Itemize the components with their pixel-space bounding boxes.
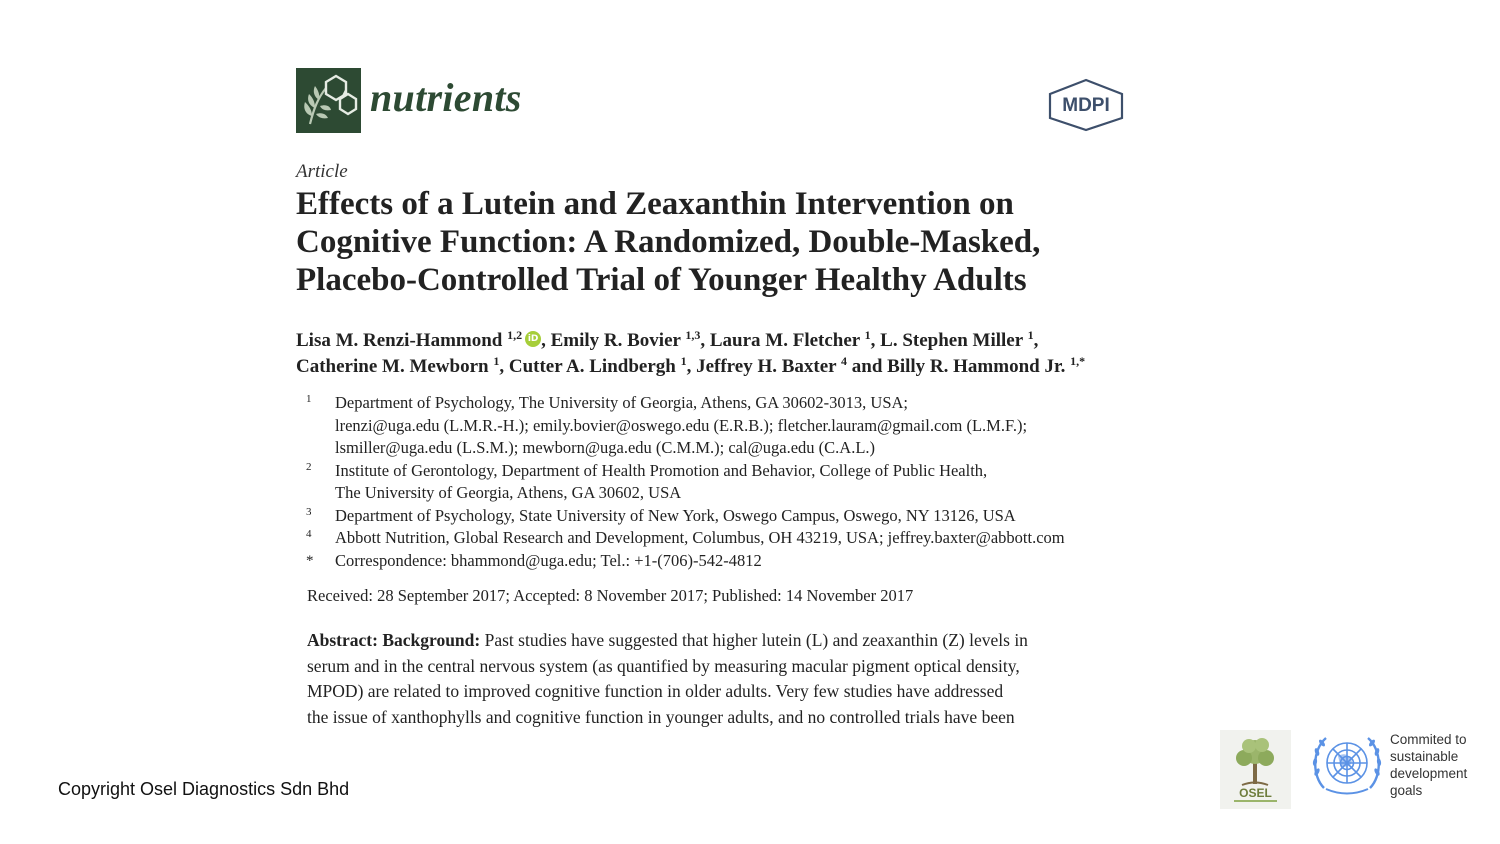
- osel-logo-text: OSEL: [1239, 786, 1272, 800]
- affiliation-number: 4: [306, 528, 312, 540]
- author-name: Catherine M. Mewborn: [296, 356, 489, 377]
- author-affiliation-mark: 1,3: [685, 328, 701, 342]
- affiliation-line: Abbott Nutrition, Global Research and Development, Columbus, OH 43219, USA; jeffrey.baxter@abbott.com: [335, 528, 1065, 547]
- publication-dates: Received: 28 September 2017; Accepted: 8 November 2017; Published: 14 November 2017: [307, 586, 914, 605]
- affiliation-item: [306, 505, 1136, 528]
- orcid-icon[interactable]: iD: [525, 331, 541, 347]
- affiliation-number: 3: [306, 505, 312, 518]
- osel-logo-icon: [1220, 730, 1291, 809]
- affiliation-line: Institute of Gerontology, Department of Health Promotion and Behavior, College of Public Health,: [335, 460, 988, 480]
- sdg-line: sustainable: [1390, 749, 1459, 764]
- author-line: Catherine M. Mewborn $^1$, Cutter A. Lindbergh $^1$, Jeffrey H. Baxter $^4$ and Billy R. Hammond Jr. $^{1,*}$: [296, 354, 1086, 377]
- publisher-logo-icon: [1046, 78, 1126, 132]
- author-name: Emily R. Bovier: [550, 330, 681, 351]
- affiliation-line: Department of Psychology, The University of Georgia, Athens, GA 30602-3013, USA;: [335, 393, 909, 412]
- author-line: Lisa M. Renzi-Hammond $^{1,2}$ iD , Emily R. Bovier $^{1,3}$, Laura M. Fletcher $^1$, L. Stephen Miller $^1$,: [296, 328, 1039, 351]
- title-line: Effects of a Lutein and Zeaxanthin Intervention on: [296, 186, 1014, 222]
- author-connector: and: [851, 356, 883, 377]
- abstract: [307, 628, 1137, 730]
- abstract-line: [307, 628, 1137, 654]
- affiliation-line: The University of Georgia, Athens, GA 30602, USA: [335, 483, 682, 502]
- author-affiliation-mark: 4: [841, 354, 848, 368]
- sdg-line: development: [1390, 766, 1468, 781]
- affiliation-line: lrenzi@uga.edu (L.M.R.-H.); emily.bovier@oswego.edu (E.R.B.); fletcher.lauram@gmail.com (L.M.F.);: [335, 415, 1028, 435]
- author-name: Laura M. Fletcher: [709, 330, 860, 351]
- correspondence-item: [306, 550, 1136, 573]
- author-name: Cutter A. Lindbergh: [508, 356, 676, 377]
- article-page: [296, 66, 1132, 736]
- author-affiliation-mark: 1,2: [507, 328, 523, 342]
- author-affiliation-mark: 1: [680, 354, 687, 368]
- abstract-text: Past studies have suggested that higher lutein (L) and zeaxanthin (Z) levels in: [484, 630, 1028, 650]
- title-line: Placebo-Controlled Trial of Younger Healthy Adults: [296, 262, 1027, 298]
- publisher-name: MDPI: [1062, 95, 1110, 116]
- sdg-line: goals: [1390, 783, 1423, 798]
- affiliation-number: 1: [306, 393, 312, 405]
- sdg-line: Commited to: [1390, 732, 1467, 747]
- affiliation-line: lsmiller@uga.edu (L.S.M.); mewborn@uga.edu (C.M.M.); cal@uga.edu (C.A.L.): [335, 438, 876, 457]
- journal-logo-icon: [296, 68, 361, 133]
- author-name: Jeffrey H. Baxter: [696, 356, 837, 377]
- author-affiliation-mark: 1: [493, 354, 500, 368]
- affiliation-item: [306, 392, 1136, 460]
- correspondence-line: Correspondence: bhammond@uga.edu; Tel.: +1-(706)-542-4812: [335, 550, 762, 570]
- correspondence-mark: *: [306, 552, 314, 569]
- abstract-line: MPOD) are related to improved cognitive function in older adults. Very few studies have addressed: [307, 681, 1004, 702]
- author-affiliation-mark: 1: [864, 328, 871, 342]
- title-line: Cognitive Function: A Randomized, Double-Masked,: [296, 224, 1041, 260]
- abstract-label: Abstract:: [307, 630, 378, 650]
- author-name: Billy R. Hammond Jr.: [887, 356, 1066, 377]
- article-type: Article: [296, 161, 348, 182]
- affiliation-item: [306, 460, 1136, 505]
- abstract-line: the issue of xanthophylls and cognitive function in younger adults, and no controlled trials have been: [307, 706, 1015, 727]
- affiliation-line: Department of Psychology, State University of New York, Oswego Campus, Oswego, NY 13126, USA: [335, 505, 1016, 525]
- abstract-section-label: Background:: [382, 630, 481, 650]
- author-list: [296, 328, 1132, 380]
- affiliation-number: 2: [306, 460, 312, 473]
- sdg-commitment-text: [1390, 731, 1467, 799]
- journal-name: nutrients: [370, 75, 522, 120]
- author-name: Lisa M. Renzi-Hammond: [296, 330, 503, 351]
- author-name: L. Stephen Miller: [880, 330, 1023, 351]
- author-affiliation-mark: 1: [1027, 328, 1034, 342]
- abstract-line: serum and in the central nervous system (as quantified by measuring macular pigment optical density,: [307, 655, 1020, 676]
- united-nations-emblem-icon: [1308, 730, 1386, 800]
- article-title: [296, 185, 1132, 299]
- affiliation-list: [306, 392, 1136, 572]
- copyright-notice: Copyright Osel Diagnostics Sdn Bhd: [58, 779, 350, 799]
- affiliation-item: [306, 527, 1136, 550]
- author-affiliation-mark: 1,*: [1070, 354, 1086, 368]
